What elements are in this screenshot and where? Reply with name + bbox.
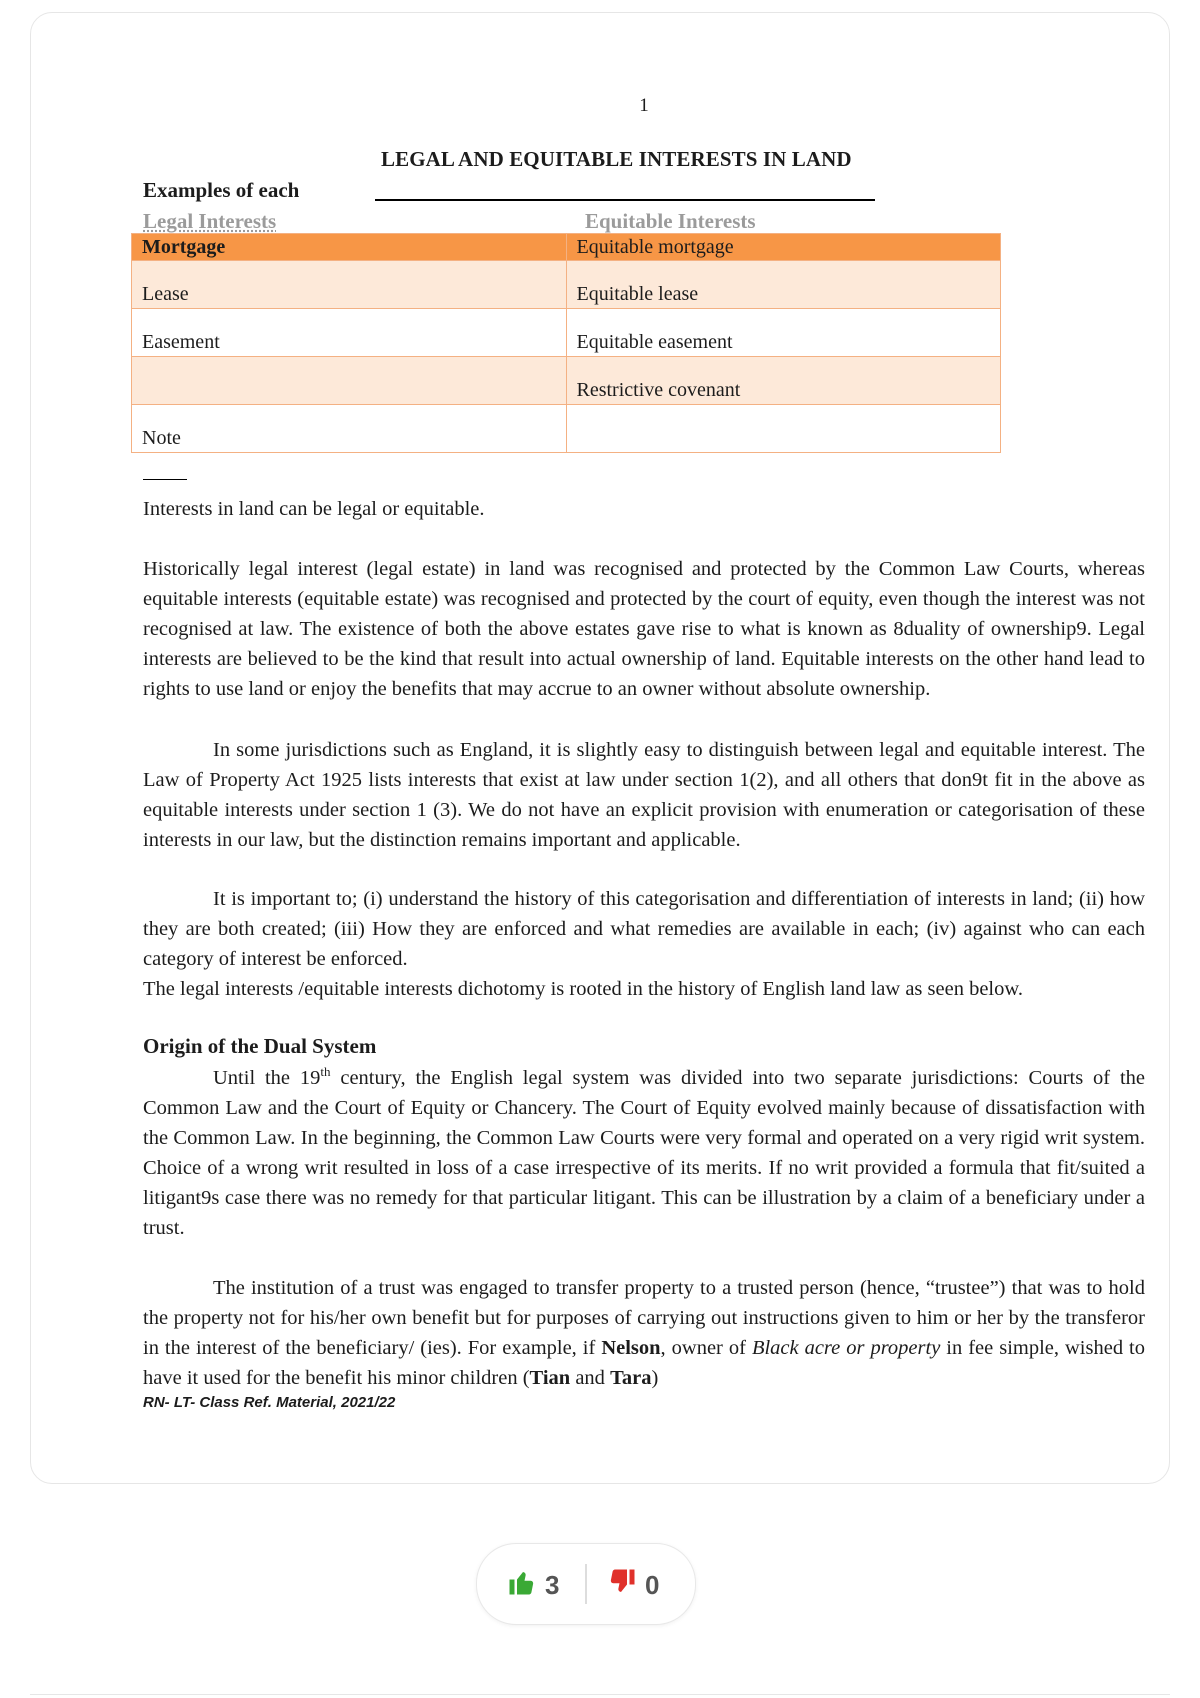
name-tara: Tara <box>610 1367 652 1389</box>
table-cell-legal <box>132 357 567 405</box>
table-row <box>132 261 1001 309</box>
paragraph-importance: It is important to; (i) understand the history of this categorisation and differentiation of interests in land; (ii) how they are both created; (iii) How they are enforced and what remedies are available in each; (iv) against who can each category of interest be enforced. <box>143 888 1145 970</box>
table-cell-equitable: Equitable easement <box>566 309 1001 357</box>
table-cell-equitable <box>566 405 1001 453</box>
paragraph-intro: Interests in land can be legal or equitable. <box>143 498 485 520</box>
table-cell-equitable: Restrictive covenant <box>566 357 1001 405</box>
downvote-button[interactable] <box>607 1568 659 1602</box>
document-card <box>30 12 1170 1484</box>
section-heading-origin: Origin of the Dual System <box>143 1034 377 1058</box>
downvote-count: 0 <box>645 1569 660 1600</box>
paragraph-dichotomy: The legal interests /equitable interests dichotomy is rooted in the history of English land law as seen below. <box>143 978 1023 1000</box>
thumbs-down-icon <box>607 1567 637 1604</box>
table-row <box>132 357 1001 405</box>
vote-divider <box>585 1564 587 1604</box>
trust-text-and: and <box>570 1367 611 1389</box>
origin-text-rest: century, the English legal system was divided into two separate jurisdictions: Courts of the Common Law and the Court of Equity or Chancery. The Court of Equity evolved mainly because of dissatisfaction with the Common Law. In the beginning, the Common Law Courts were very formal and operated on a very rigid writ system. Choice of a wrong writ resulted in loss of a case irrespective of its merits. If no writ provided a formula that fit/suited a litigant9s case there was no remedy for that particular litigant. This can be illustration by a claim of a beneficiary under a trust. <box>143 1067 1145 1239</box>
note-underline <box>143 479 187 480</box>
table-row <box>132 405 1001 453</box>
origin-text-start: Until the 19 <box>213 1067 321 1089</box>
paragraph-history: Historically legal interest (legal estate) in land was recognised and protected by the Common Law Courts, whereas equitable interests (equitable estate) was recognised and protected by the court of equity, even though the interest was not recognised at law. The existence of both the above estates gave rise to what is known as 8duality of ownership9. Legal interests are believed to be the kind that result into actual ownership of land. Equitable interests on the other hand lead to rights to use land or enjoy the benefits that may accrue to an owner without absolute ownership. <box>143 558 1145 700</box>
title-underline <box>375 199 875 201</box>
paragraph-jurisdictions: In some jurisdictions such as England, it is slightly easy to distinguish between legal and equitable interest. The Law of Property Act 1925 lists interests that exist at law under section 1(2), and all others that don9t fit in the above as equitable interests under section 1 (3). We do not have an explicit provision with enumeration or categorisation of these interests in our law, but the distinction remains important and applicable. <box>143 739 1145 851</box>
interests-table <box>131 233 1001 453</box>
table-cell-legal: Easement <box>132 309 567 357</box>
equitable-interests-heading: Equitable Interests <box>585 209 756 233</box>
page-number: 1 <box>639 95 649 116</box>
bottom-divider <box>30 1694 1170 1695</box>
table-row <box>132 234 1001 261</box>
examples-label: Examples of each <box>143 178 300 202</box>
name-tian: Tian <box>529 1367 571 1389</box>
vote-bar <box>476 1543 696 1625</box>
paragraph-origin <box>143 1063 1145 1243</box>
table-cell-legal: Mortgage <box>132 234 567 261</box>
trust-text-end: ) <box>651 1367 659 1389</box>
page-footer: RN- LT- Class Ref. Material, 2021/22 <box>143 1394 396 1411</box>
table-row <box>132 309 1001 357</box>
name-nelson: Nelson <box>601 1337 661 1359</box>
table-cell-equitable: Equitable mortgage <box>566 234 1001 261</box>
upvote-button[interactable] <box>507 1568 559 1602</box>
trust-text-b: , owner of <box>660 1337 752 1359</box>
table-cell-legal: Lease <box>132 261 567 309</box>
legal-interests-heading: Legal Interests <box>143 209 277 233</box>
table-cell-legal: Note <box>132 405 567 453</box>
italic-black-acre: Black acre or property <box>751 1337 941 1359</box>
ordinal-suffix: th <box>320 1064 331 1080</box>
document-title: LEGAL AND EQUITABLE INTERESTS IN LAND <box>381 147 852 171</box>
table-cell-equitable: Equitable lease <box>566 261 1001 309</box>
upvote-count: 3 <box>545 1569 560 1600</box>
thumbs-up-icon <box>507 1567 537 1604</box>
trust-text-a: The institution of a trust was engaged to transfer property to a trusted person (hence, “trustee”) that was to hold the property not for his/her own benefit but for purposes of carrying out instructions given to him or her by the transferor in the interest of the beneficiary/ (ies). For example, if <box>143 1277 1145 1359</box>
paragraph-trust <box>143 1273 1145 1393</box>
trust-text-c: in fee simple, wished to have it used for the benefit his minor children ( <box>143 1337 1146 1389</box>
